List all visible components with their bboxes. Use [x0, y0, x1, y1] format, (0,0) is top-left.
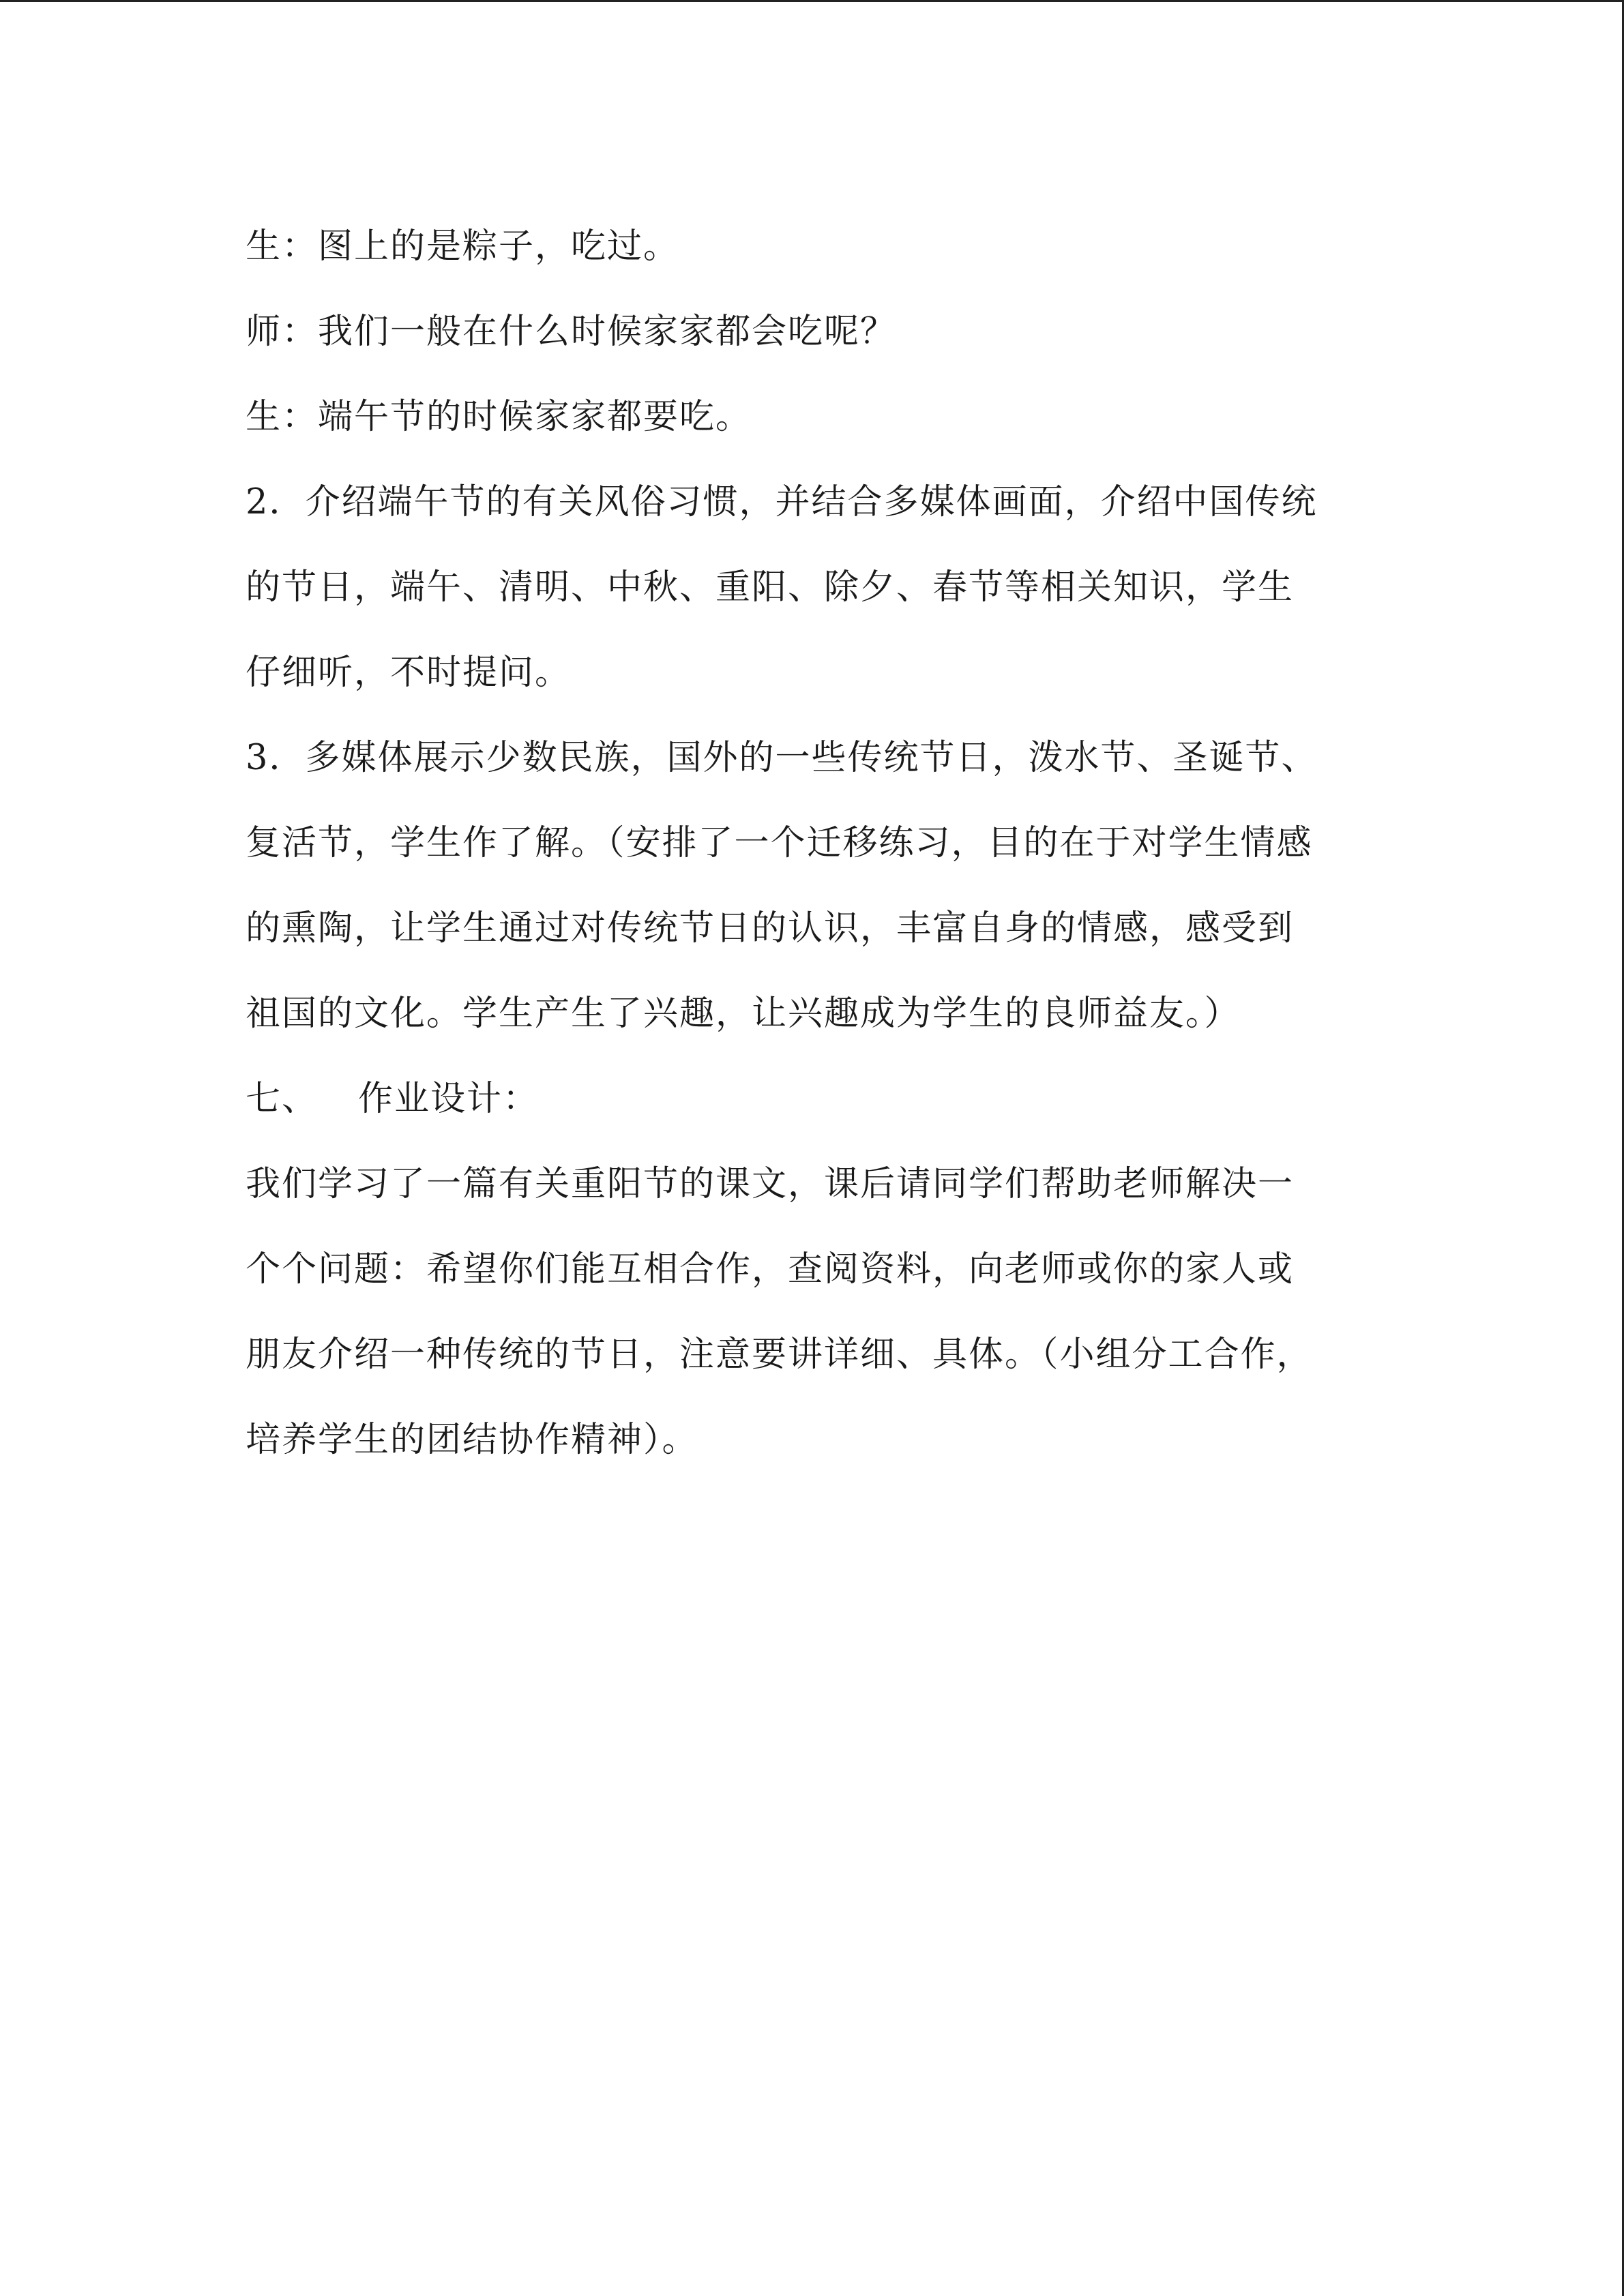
- paragraph-line: 的节日，端午、清明、中秋、重阳、除夕、春节等相关知识，学生: [246, 567, 1295, 608]
- section-title: 作业设计：: [358, 1079, 540, 1119]
- paragraph-line: 2．介绍端午节的有关风俗习惯，并结合多媒体画面，介绍中国传统: [246, 482, 1318, 522]
- homework-line: 朋友介绍一种传统的节日，注意要讲详细、具体。（小组分工合作，: [246, 1335, 1313, 1375]
- paragraph-line: 的熏陶，让学生通过对传统节日的认识，丰富自身的情感，感受到: [246, 908, 1295, 949]
- paragraph-line: 祖国的文化。学生产生了兴趣，让兴趣成为学生的良师益友。）: [246, 994, 1241, 1034]
- homework-line: 我们学习了一篇有关重阳节的课文，课后请同学们帮助老师解决一: [246, 1164, 1295, 1204]
- paragraph-line: 仔细听，不时提问。: [246, 653, 572, 693]
- dialogue-line-teacher: 师：我们一般在什么时候家家都会吃呢？: [246, 312, 897, 352]
- section-number: 七、: [246, 1079, 319, 1119]
- paragraph-line: 复活节，学生作了解。（安排了一个迁移练习，目的在于对学生情感: [246, 823, 1313, 863]
- document-body: [246, 204, 1391, 1482]
- homework-line: 培养学生的团结协作精神）。: [246, 1420, 698, 1460]
- dialogue-line-student: 生：端午节的时候家家都要吃。: [246, 397, 752, 437]
- paragraph-line: 3．多媒体展示少数民族，国外的一些传统节日，泼水节、圣诞节、: [246, 738, 1318, 778]
- homework-line: 个个问题：希望你们能互相合作，查阅资料，向老师或你的家人或: [246, 1249, 1295, 1289]
- dialogue-line-student: 生：图上的是粽子，吃过。: [246, 226, 680, 267]
- section-heading: [246, 1056, 1391, 1142]
